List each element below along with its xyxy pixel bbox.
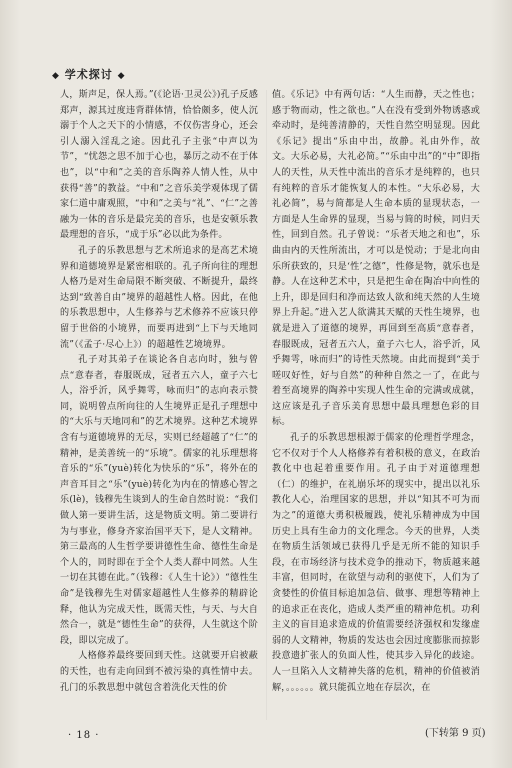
- header-ornament-left: ◆: [52, 71, 60, 81]
- section-title: 学术探讨: [64, 68, 113, 81]
- paragraph: 孔子的乐教思想与艺术所追求的是高艺术境界和道德境界是紧密相联的。孔子所向往的理想人格乃是对生命局限不断突破、不断提升，最终达到“致善自由”境界的超越性人格。因此，在他的乐教思想中，人生修养与艺术修养不应该只停留于世俗的小境界，而要再进到“上下与天地同流”（《孟子·尽心上》）的超越性艺境境界。: [60, 245, 258, 350]
- right-column: [272, 88, 480, 696]
- continued-note: (下转第 9 页): [425, 728, 486, 739]
- left-column: [60, 88, 258, 696]
- column-divider: [266, 90, 267, 720]
- paragraph: 人格修养最终要回到天性。这就要开启被蔽的天性，也有走向回到不被污染的真性情中去。孔门的乐教思想中就包含着洗化天性的价: [60, 651, 258, 693]
- page-number: · 18 ·: [68, 730, 100, 741]
- header-ornament-right: ◆: [117, 71, 126, 81]
- paragraph: 孔子对其弟子在谈论各自志向时，独与曾点“意春者，春服既成，冠者五六人，童子六七人，浴乎沂，风乎舞雩，咏而归”的志向表示赞同，说明曾点所向往的人生境界正是孔子理想中的“大乐与天地同和”的艺术境界。这种艺术境界含有与道德境界的无尽，实则已经超越了“仁”的精神，是美善统一的“乐境”。儒家的礼乐理想将音乐的“乐”(yuè)转化为快乐的“乐”，将外在的声音耳目之“乐”(yuè)转化为内在的情感心智之乐(lè)，钱穆先生谈到人的生命自然时说：“我们做人第一要讲生活，这是物质文明。第二要讲行为与事业，修身齐家治国平天下，是人文精神。第三最高的人生哲学要讲德性生命、德性生命是个人的，同时即在于全个人类人群中同然。人生一切在其德在此。”（钱穆：《人生十论》）“德性生命”是钱穆先生对儒家超越性人生修养的精辟论释，他认为完成天性，既需天性，与天、与大自然合一，就是“德性生命”的获得，人生就这个阶段，即以完成了。: [60, 355, 258, 646]
- paragraph: 孔子的乐教思想根源于儒家的伦理哲学理念，它不仅对于个人人格修养有着积极的意义，在政治教化中也起着重要作用。孔子由于对道德理想（仁）的维护，在礼崩乐坏的现实中，提出以礼乐教化人心，治理国家的思想，并以“知其不可为而为之”的道德大勇积极履践，使礼乐精神成为中国历史上具有生命力的文化理念。今天的世界，人类在物质生活领域已获得几乎是无所不能的知识手段，在市场经济与技术竞争的推动下，物质越来越丰富，但同时，在欲望与动利的驱使下，人们为了贪婪性的价值目标追加急信、做事、理想等精神上的追求正在丧化，造成人类严重的精神危机。功利主义的盲目追求造成的价值需要经济强权和发缘虚弱的人文精神，物质的发达也会因过度膨胀而掠影投意遗扩张人的负面人性，使其步入异化的歧途。人一旦陷入人文精神失落的危机，精神的价值被消解，。。。。。。就只能孤立地在存层次，在: [272, 433, 480, 693]
- paragraph: 人，斯声足，保人焉。”(《论语·卫灵公》)孔子反感郑声，源其过度违背群体情，恰恰颇多，使人沉溺于个人之天下的小情感，不仅伤害身心，还会引人溺入淫乱之途。因此孔子主张“中声以为节”，“忧怨之思不加于心也，暴厉之动不在于体也”，以“中和”之美的音乐陶养人情人性，从中获得“善”的教益。“中和”之音乐美学观体现了儒家仁道中庸观照，“中和”之美与“礼”、“仁”之善融为一体的音乐是最完美的音乐，也是安顿乐教最理想的音乐，“成于乐”必以此为条件。: [60, 90, 258, 241]
- paragraph: 值。《乐记》中有两句话：“人生而静，天之性也；感于物而动，性之欲也。”人在没有受到外物诱惑或牵动时，是纯善清静的，天性自然空明显现。因此《乐记》提出“乐由中出，故静。礼由外作，故文。大乐必易，大礼必简。”“乐由中出”的“中”即指人的天性，从天性中流出的音乐才是纯粹的，也只有纯粹的音乐才能恢复人的本性。“大乐必易，大礼必简”，易与简都是人生命本质的显现状态，一方面是人生命界的显现，当易与简的时候，同归天性，回到自然。孔子曾说：“乐者天地之和也”，乐曲由内的天性所流出，才可以是悦动；于是北向由乐所获致的，只是‘性’之德”，性修是物，就乐也是静。人在这种艺术中，只是把生命在陶冶中向性的上升，即是回归和净而达致人欲和纯天然的人生境界上升起。”进入艺人欲满其天赋的天性生境界，也就是进入了道德的境界，再回到至高质“意春者，春服既成，冠者五六人，童子六七人，浴乎沂，风乎舞雩，咏而归”的诗性天然境。由此而提到“美于嗟叹好性，好与自然”的种种自然之一了，在此与着至高境界的陶养中实现人性生命的完满或成就，这应该是孔子音乐美育思想中最具理想色彩的目标。: [272, 90, 480, 428]
- section-header: [52, 66, 126, 82]
